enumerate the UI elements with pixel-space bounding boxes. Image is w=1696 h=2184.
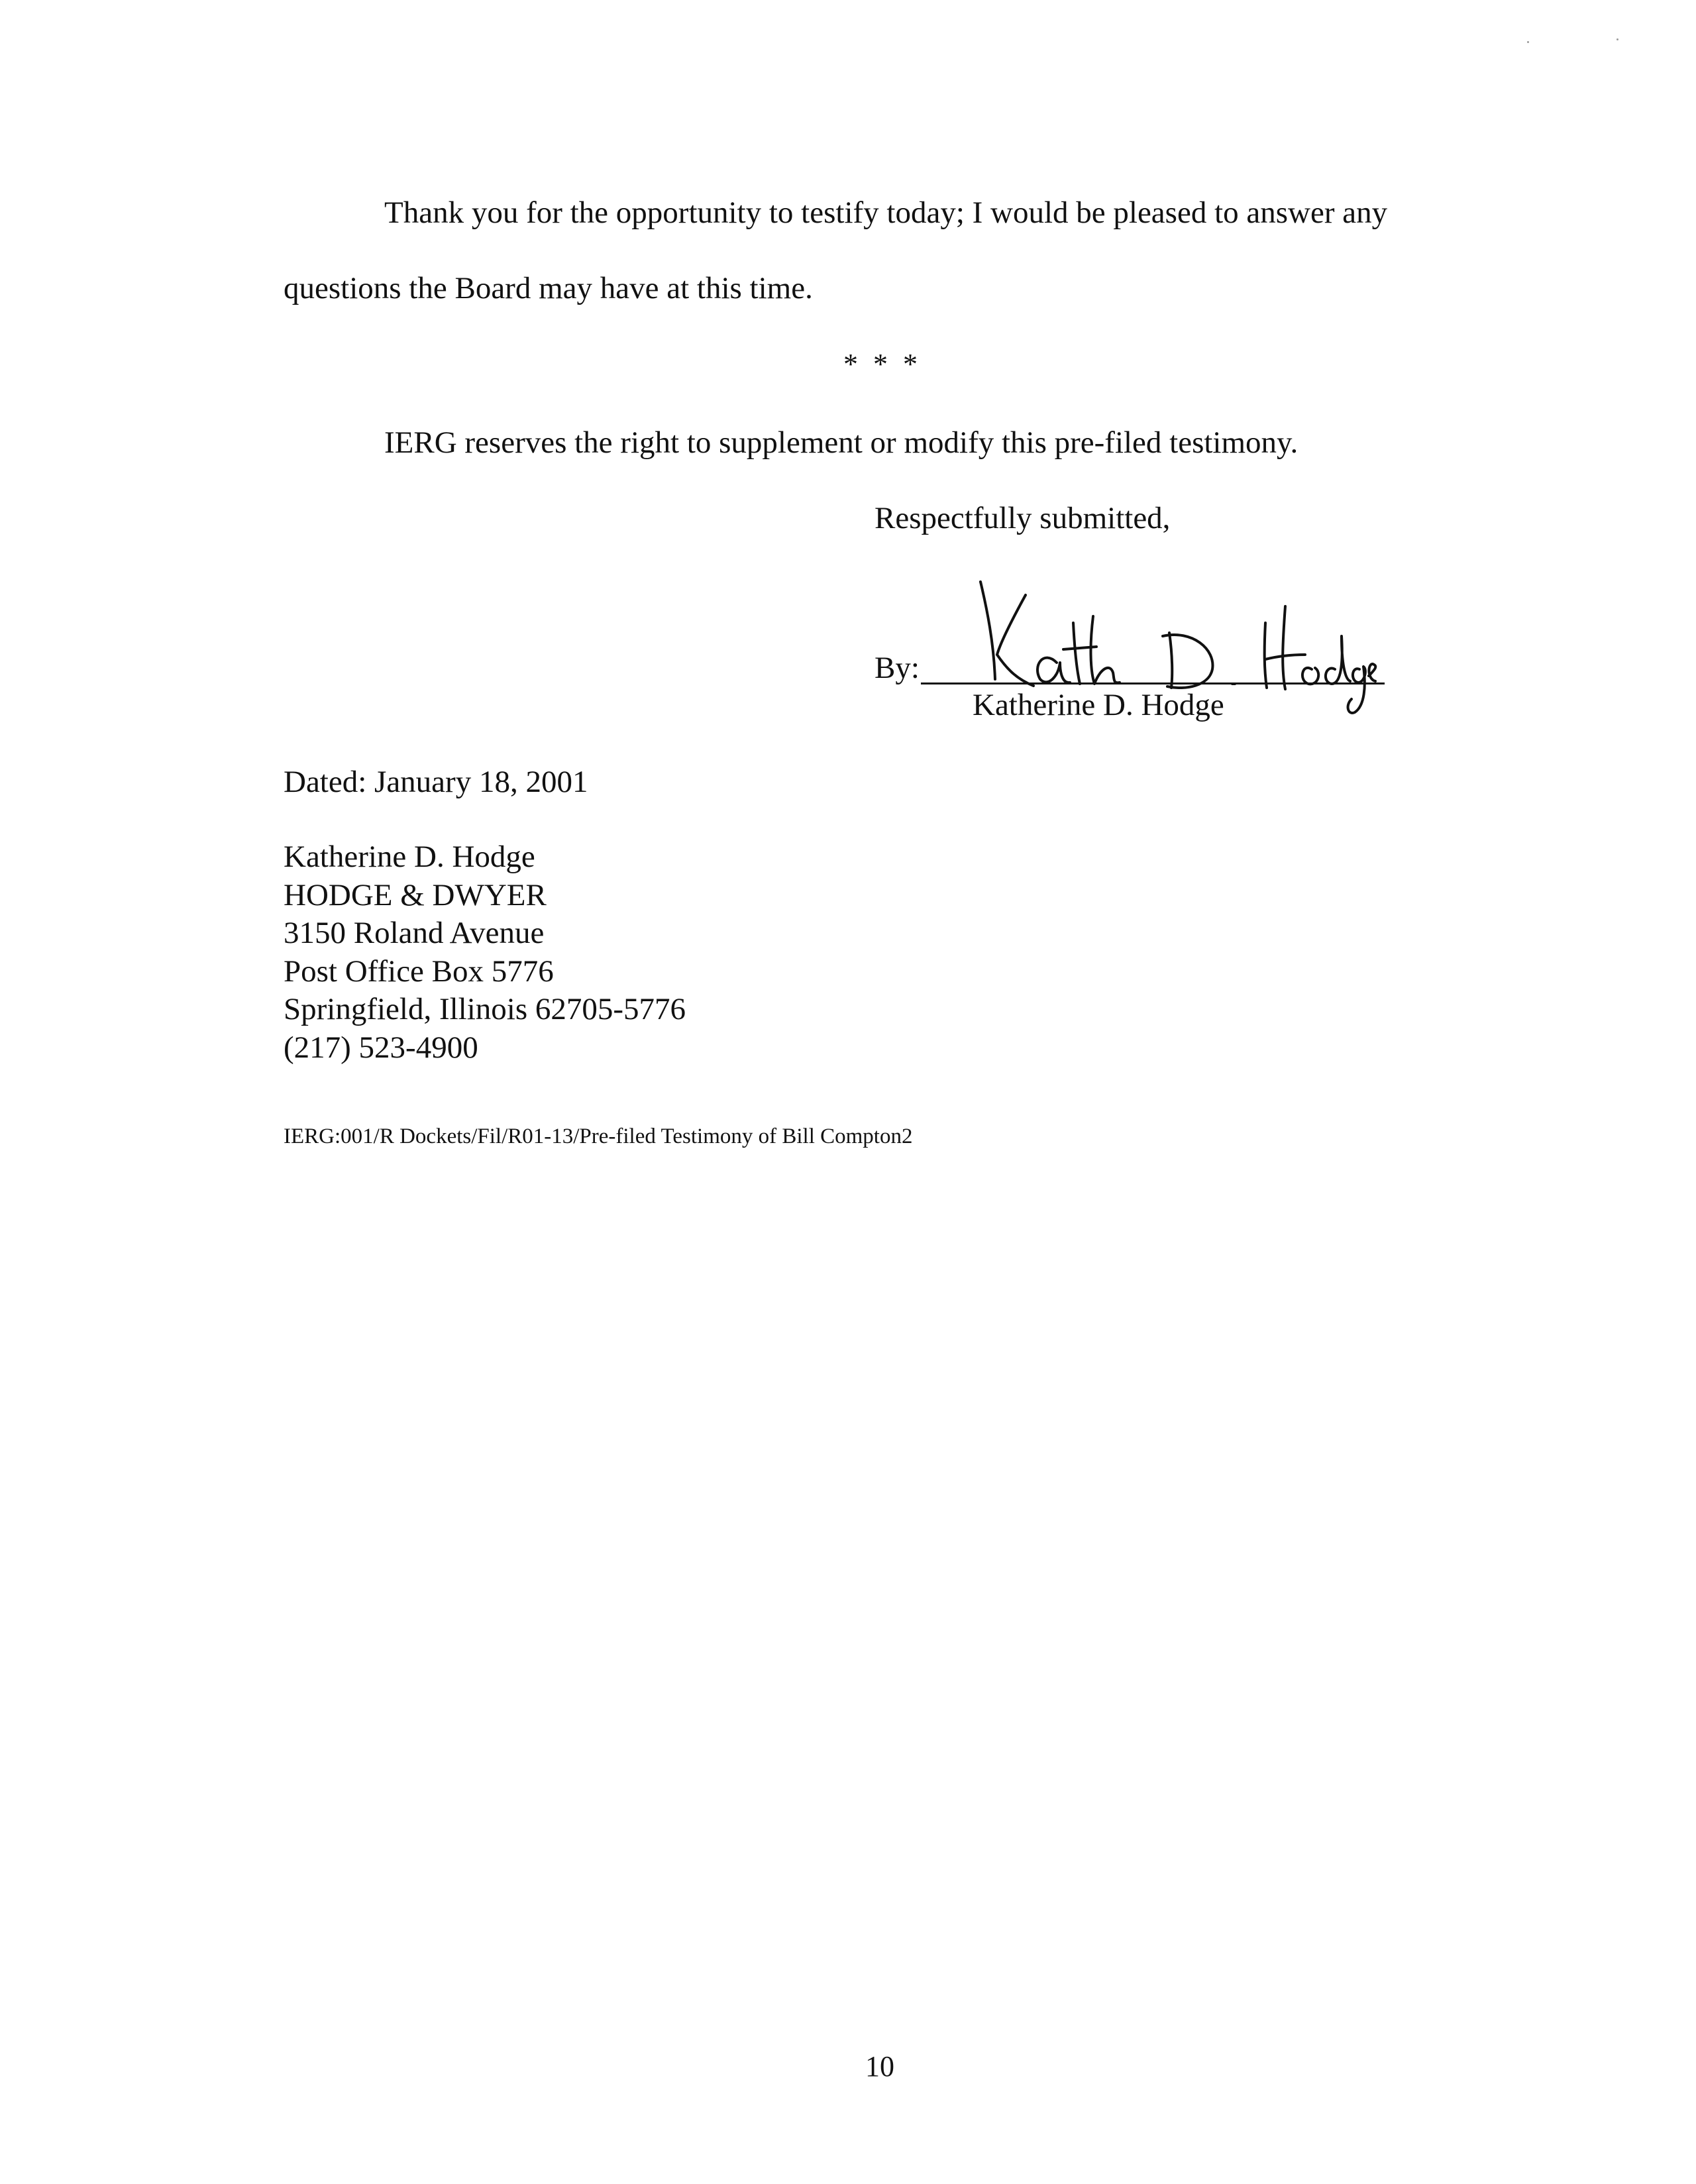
closing-text: Respectfully submitted, <box>874 501 1171 535</box>
scan-speck <box>1616 38 1618 40</box>
dated-line: Dated: January 18, 2001 <box>284 765 588 799</box>
file-reference: IERG:001/R Dockets/Fil/R01-13/Pre-filed Testimony of Bill Compton2 <box>284 1124 913 1148</box>
paragraph-1-line-2: questions the Board may have at this time. <box>284 271 813 305</box>
signature-line <box>921 682 1385 684</box>
address-po-box: Post Office Box 5776 <box>284 954 554 989</box>
address-city: Springfield, Illinois 62705-5776 <box>284 992 686 1026</box>
address-name: Katherine D. Hodge <box>284 840 535 874</box>
paragraph-2: IERG reserves the right to supplement or modify this pre-filed testimony. <box>384 425 1298 460</box>
by-label: By: <box>874 651 920 685</box>
paragraph-1-line-1: Thank you for the opportunity to testify today; I would be pleased to answer any <box>384 195 1388 230</box>
address-street: 3150 Roland Avenue <box>284 916 545 950</box>
signature-block <box>874 570 1352 729</box>
section-separator: * * * <box>843 348 922 380</box>
page-number: 10 <box>865 2050 894 2083</box>
address-firm: HODGE & DWYER <box>284 877 547 912</box>
signer-name: Katherine D. Hodge <box>973 688 1224 722</box>
scan-speck <box>1527 41 1529 43</box>
address-block <box>284 838 686 1067</box>
address-phone: (217) 523-4900 <box>284 1030 478 1065</box>
